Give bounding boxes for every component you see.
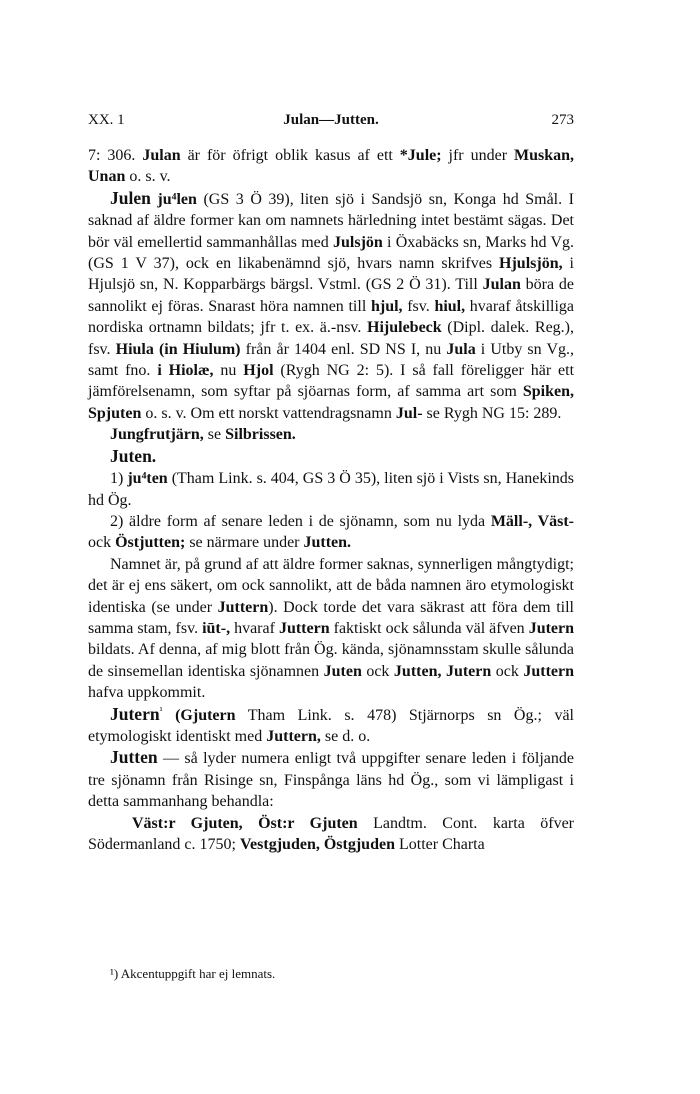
bold-term: ju⁴len — [157, 190, 197, 208]
bold-term: Spiken, Spjuten — [88, 383, 574, 422]
bold-term: Hjol — [243, 362, 274, 380]
text-run: Namnet är, på grund af att äldre former saknas, synnerligen mångtydigt; det är ej ens säkert, om ock sannolikt, att de båda namnen äro etymologiskt identiska (se under — [88, 555, 574, 616]
bold-term: (Gjutern — [175, 706, 236, 724]
bold-term: Julan — [142, 147, 181, 164]
entry-juten-1 — [88, 468, 574, 511]
text-run: (Rygh NG 2: 5). I så fall föreligger här ett jämförelsenamn, som syftar på sjöarnas form, af samma art som — [88, 362, 575, 401]
text-run: (Tham Link. s. 404, GS 3 Ö 35), liten sjö i Vists sn, Hanekinds hd Ög. — [88, 470, 575, 509]
text-run: o. s. v. — [125, 168, 171, 186]
bold-term: *Jule; — [399, 147, 442, 164]
bold-term: Silbrissen. — [225, 426, 296, 444]
text-run: i Hjulsjö sn, N. Kopparbärgs bärgsl. Vstml. (GS 2 Ö 31). Till — [88, 255, 574, 294]
bold-term: Juttern — [278, 619, 330, 637]
bold-term: Juttern — [217, 598, 269, 616]
entry-jungfrutjarn — [88, 424, 574, 445]
text-run: i Öxabäcks sn, Marks hd Vg. (GS 1 V 37), ock en likabenämnd sjö, hvars namn skrifves — [88, 233, 575, 273]
bold-term: Mäll-, Väst- — [490, 512, 575, 530]
bold-term: iūt-, — [202, 619, 231, 637]
text-run: ock — [491, 662, 524, 680]
bold-term: ju⁴ten — [127, 470, 168, 488]
text-run: i Utby sn Vg., samt fno. — [88, 340, 575, 380]
bold-term: Jutern — [110, 703, 160, 724]
entry-julen — [88, 188, 574, 424]
bold-term: Jutten — [110, 747, 158, 768]
bold-term: Juten — [323, 662, 362, 680]
bold-term: Jutten, Jutern — [393, 662, 492, 680]
text-run: hvaraf — [230, 619, 279, 637]
text-run: (GS 3 Ö 39), liten sjö i Sandsjö sn, Konga hd Smål. I saknad af äldre former kan om namnets härledning intet bestämt sägas. Det bör väl emellertid sammanhållas med — [88, 190, 575, 251]
bold-term: Julan — [482, 276, 521, 294]
bold-term: Julen — [110, 187, 151, 208]
bold-term: Hijulebeck — [367, 319, 442, 337]
text-run — [163, 707, 176, 724]
text-run: se d. o. — [320, 727, 371, 745]
running-header — [88, 112, 574, 132]
bold-term: Jutten. — [303, 534, 352, 552]
text-run: ock — [361, 662, 394, 680]
text-run: 2) äldre form af senare leden i de sjönamn, som nu lyda — [110, 512, 491, 530]
text-run: o. s. v. Om ett norskt vattendragsnamn — [141, 404, 396, 422]
text-run: bildats. Af denna, af mig blott från Ög. kända, sjönamnsstam skulle sålunda de sinsemellan identiska sjönamnen — [88, 641, 574, 680]
entry-juten-heading — [88, 446, 574, 468]
bold-term: Muskan, Unan — [88, 147, 575, 186]
text-run: 1) — [110, 470, 128, 488]
bold-term: Jula — [446, 340, 476, 358]
text-run: ¹ — [159, 705, 163, 717]
text-run: böra de sannolikt ej föras. Snarast höra namnen till — [88, 276, 575, 315]
text-run: från år 1404 enl. SD NS I, nu — [240, 340, 447, 358]
bold-term: Väst:r Gjuten, Öst:r Gjuten — [132, 814, 358, 832]
text-run: faktiskt ock sålunda väl äfven — [329, 619, 529, 637]
text-run: Tham Link. s. 478) Stjärnorps sn Ög.; väl etymologiskt identiskt med — [88, 706, 574, 745]
text-run: Lotter Charta — [394, 836, 485, 853]
text-run: Landtm. Cont. karta öfver Södermanland c. 1750; — [88, 814, 574, 853]
bold-term: Vestgjuden, Östgjuden — [239, 836, 395, 853]
text-run: — så lyder numera enligt två uppgifter senare leden i följande tre sjönamn från Risinge sn, Finspånga läns hd Ög., som vi lämpligast i detta sammanhang behandla: — [88, 750, 574, 811]
entry-jutern — [88, 704, 574, 748]
text-run: nu — [213, 362, 244, 380]
text-run: fsv. — [402, 297, 435, 315]
text-run: är för öfrigt oblik kasus af ett — [180, 147, 400, 164]
paragraph-gjuten-forms — [88, 813, 574, 856]
text-run: (Dipl. dalek. Reg.), fsv. — [88, 319, 574, 358]
paragraph-namnet — [88, 554, 574, 704]
bold-term: Juttern, — [266, 727, 321, 745]
text-run: jfr under — [441, 147, 514, 164]
bold-term: Julsjön — [333, 233, 383, 251]
bold-term: Jul- — [395, 404, 423, 422]
page-number: 273 — [551, 112, 574, 128]
bold-term: Östjutten; — [115, 534, 186, 552]
text-run: hvaraf åtskilliga nordiska ortnamn bildats; jfr t. ex. ä.-nsv. — [88, 297, 575, 337]
text-run: hafva uppkommit. — [88, 684, 206, 702]
text-run: se närmare under — [185, 534, 304, 552]
text-run: se — [203, 426, 226, 444]
footnote: ¹) Akcentuppgift har ej lemnats. — [110, 966, 276, 981]
text-run: 7: 306. — [88, 147, 143, 164]
bold-term: Juten. — [110, 445, 157, 466]
bold-term: Juttern — [523, 662, 574, 680]
bold-term: hiul, — [434, 297, 466, 315]
text-body — [88, 145, 574, 855]
bold-term: hjul, — [370, 297, 403, 315]
bold-term: Hjulsjön, — [499, 255, 563, 273]
bold-term: Jutern — [528, 619, 575, 637]
running-title: Julan—Jutten. — [283, 112, 379, 128]
bold-term: i Hiolæ, — [157, 362, 214, 380]
paragraph-julan-end — [88, 145, 574, 188]
text-run: ock — [88, 534, 116, 552]
bold-term: Hiula (in Hiulum) — [115, 340, 241, 358]
entry-jutten — [88, 747, 574, 812]
section-number: XX. 1 — [88, 112, 125, 128]
text-run: se Rygh NG 15: 289. — [422, 404, 562, 422]
text-run: ). Dock torde det vara säkrast att föra dem till samma stam, fsv. — [88, 598, 574, 637]
entry-juten-2 — [88, 511, 574, 554]
bold-term: Jungfrutjärn, — [110, 426, 204, 444]
